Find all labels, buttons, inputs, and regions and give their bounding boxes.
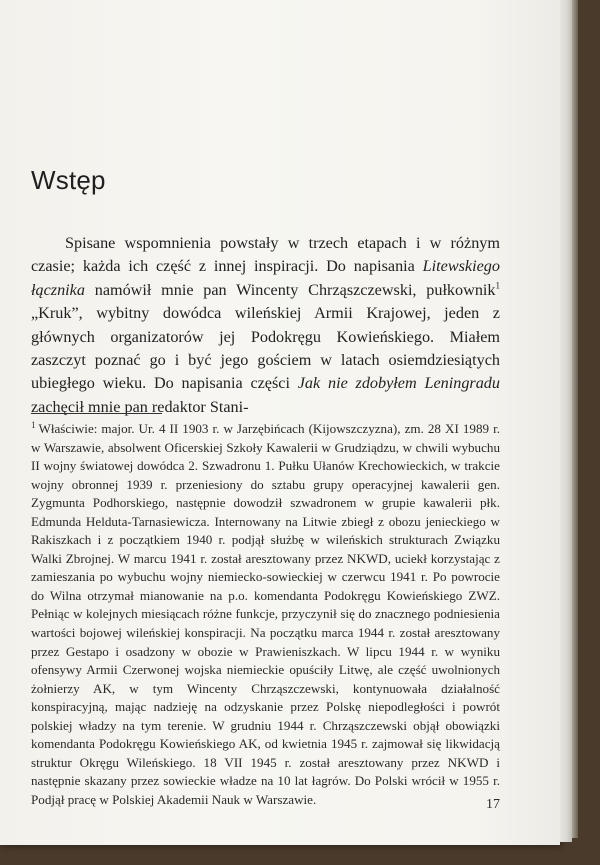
book-title-leningrad: Jak nie zdobyłem Leningradu xyxy=(297,374,500,393)
footnote-text: Właściwie: major. Ur. 4 II 1903 r. w Jarzębińcach (Kijowszczyzna), zm. 28 XI 1989 r. w Warszawie, absolwent Oficerskiej Szkoły Kawalerii w Grudziądzu, w chwili wybuchu II wojny światowej dowódca 2. Szwadronu 1. Pułku Ułanów Krechowieckich, w trakcie wojny obronnej 1939 r. przeniesiony do sztabu grupy operacyjnej kawalerii gen. Zygmunta Podhorskiego, następnie dowodził szwadronem w grupie kawalerii płk. Edmunda Helduta-Tarnasiewicza. Internowany na Litwie zbiegł z obozu jenieckiego w Rakiszkach i z początkiem 1940 r. podjął służbę w wileńskich strukturach Związku Walki Zbrojnej. W marcu 1941 r. został aresztowany przez NKWD, uciekł korzystając z zamieszania po wybuchu wojny niemiecko-sowieckiej w czerwcu 1941 r. Po powrocie do Wilna otrzymał mianowanie na p.o. komendanta Podokręgu Kowieńskiego ZWZ. Pełniąc w kolejnych miesiącach różne funkcje, przyczynił się do znacznego podniesienia wartości bojowej wileńskiej konspiracji. Na początku marca 1944 r. został aresztowany przez Gestapo i osadzony w obozie w Prawieniszkach. W lipcu 1944 r. w wyniku ofensywy Armii Czerwonej wojska niemieckie opuściły Litwę, ale część uwolnionych żołnierzy AK, w tym Wincenty Chrząszczewski, kontynuowała działalność konspiracyjną, mając nadzieję na odzyskanie przez Polskę niepodległości i powrót polskiej władzy na tym terenie. W grudniu 1944 r. Chrząszczewski objął obowiązki komendanta Podokręgu Kowieńskiego AK, od kwietnia 1945 r. zajmował się likwidacją struktur Okręgu Wileńskiego. 18 VII 1945 r. został aresztowany przez NKWD i następnie skazany przez sowieckie władze na 10 lat łagrów. Do Polski wrócił w 1955 r. Podjął pracę w Polskiej Akademii Nauk w Warszawie. xyxy=(31,421,500,807)
paragraph-body xyxy=(31,232,500,419)
paragraph-text-1: Spisane wspomnienia powstały w trzech etapach i w różnym czasie; każda ich część z innej inspiracji. Do napisania xyxy=(31,234,500,276)
footnote xyxy=(31,420,500,809)
footnote-number: 1 xyxy=(31,419,36,430)
footnote-reference: 1 xyxy=(495,280,500,291)
main-paragraph xyxy=(31,232,500,419)
paragraph-text-2: namówił mnie pan Wincenty Chrząszczewski, pułkownik xyxy=(84,280,496,299)
page-number: 17 xyxy=(486,797,500,812)
footnote-divider xyxy=(31,413,162,414)
paragraph-text-3: „Kruk”, wybitny dowódca wileńskiej Armii Krajowej, jeden z głównych organizatorów jej Podokręgu Kowieńskiego. Miałem zaszczyt poznać go i być jego gościem w latach osiemdziesiątych ubiegłego wieku. Do napisania części xyxy=(31,304,500,393)
book-spine-edge xyxy=(572,0,578,838)
chapter-title: Wstęp xyxy=(31,165,106,195)
page-edge xyxy=(560,0,572,842)
paragraph-text-4: zachęcił mnie pan redaktor Stani- xyxy=(31,397,249,416)
book-title-litewski-lacznik: Litewskiego łącznika xyxy=(31,257,500,299)
